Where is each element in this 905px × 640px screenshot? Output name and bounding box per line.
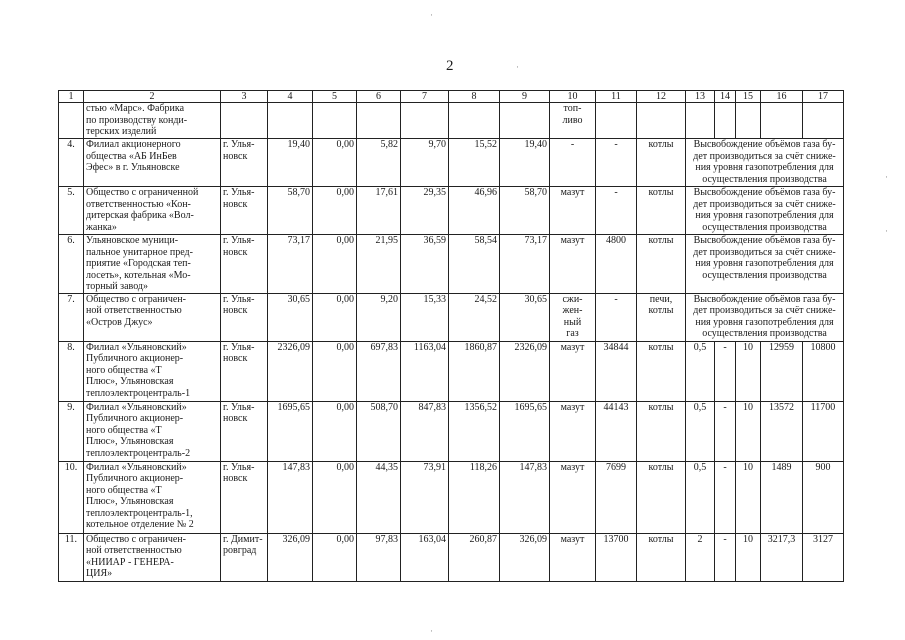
- value-cell-c7: 1163,04: [401, 341, 449, 401]
- header-cell: 8: [449, 91, 500, 103]
- value-cell-c9: 1695,65: [500, 401, 550, 461]
- value-cell-c14: [715, 103, 736, 139]
- reserve-fuel-cell: -: [550, 139, 596, 187]
- release-note-cell: Высвобождение объёмов газа бу- дет производиться за счёт сниже- ния уровня газопотребления для осуществления производства: [686, 187, 844, 235]
- value-cell-c7: [401, 103, 449, 139]
- city-cell: [221, 103, 268, 139]
- value-cell-c7: 9,70: [401, 139, 449, 187]
- value-cell-c6: 508,70: [357, 401, 401, 461]
- city-cell: г. Димит- ровград: [221, 533, 268, 581]
- equipment-cell: котлы: [637, 401, 686, 461]
- value-cell-c17: 10800: [803, 341, 844, 401]
- value-cell-c8: 46,96: [449, 187, 500, 235]
- header-cell: 5: [313, 91, 357, 103]
- value-cell-c8: 24,52: [449, 293, 500, 341]
- table-row: [59, 293, 844, 341]
- equipment-cell: печи, котлы: [637, 293, 686, 341]
- reserve-fuel-cell: сжи- жен- ный газ: [550, 293, 596, 341]
- value-cell-c6: 21,95: [357, 235, 401, 294]
- value-cell-c8: 1356,52: [449, 401, 500, 461]
- row-number-cell: [59, 103, 84, 139]
- scan-speck: ·: [885, 172, 888, 182]
- table-row: [59, 187, 844, 235]
- organization-name-cell: Филиал «Ульяновский» Публичного акционер- ного общества «Т Плюс», Ульяновская теплоэлектроцентраль-1, котельное отделение № 2: [84, 461, 221, 533]
- page-number: 2: [446, 58, 454, 74]
- organization-name-cell: Общество с ограничен- ной ответственностью «НИИАР - ГЕНЕРА- ЦИЯ»: [84, 533, 221, 581]
- value-cell-c9: [500, 103, 550, 139]
- value-cell-c6: [357, 103, 401, 139]
- value-cell-c13: [686, 103, 715, 139]
- value-cell-c6: 44,35: [357, 461, 401, 533]
- reserve-fuel-cell: мазут: [550, 533, 596, 581]
- value-cell-c7: 847,83: [401, 401, 449, 461]
- row-number-cell: 5.: [59, 187, 84, 235]
- header-cell: 11: [596, 91, 637, 103]
- value-cell-c6: 97,83: [357, 533, 401, 581]
- reserve-volume-cell: 44143: [596, 401, 637, 461]
- value-cell-c4: 147,83: [268, 461, 313, 533]
- table-row: [59, 461, 844, 533]
- value-cell-c14: -: [715, 533, 736, 581]
- organization-name-cell: Общество с ограниченной ответственностью «Кон- дитерская фабрика «Вол- жанка»: [84, 187, 221, 235]
- header-cell: 10: [550, 91, 596, 103]
- header-cell: 9: [500, 91, 550, 103]
- value-cell-c14: -: [715, 461, 736, 533]
- value-cell-c6: 17,61: [357, 187, 401, 235]
- value-cell-c8: 118,26: [449, 461, 500, 533]
- value-cell-c17: 900: [803, 461, 844, 533]
- value-cell-c15: 10: [736, 533, 761, 581]
- value-cell-c6: 9,20: [357, 293, 401, 341]
- value-cell-c4: 58,70: [268, 187, 313, 235]
- header-cell: 6: [357, 91, 401, 103]
- equipment-cell: котлы: [637, 341, 686, 401]
- value-cell-c9: 58,70: [500, 187, 550, 235]
- value-cell-c7: 15,33: [401, 293, 449, 341]
- table-row: [59, 139, 844, 187]
- value-cell-c9: 2326,09: [500, 341, 550, 401]
- equipment-cell: [637, 103, 686, 139]
- scan-speck: ·: [516, 62, 519, 72]
- value-cell-c5: 0,00: [313, 341, 357, 401]
- value-cell-c4: 30,65: [268, 293, 313, 341]
- city-cell: г. Улья- новск: [221, 293, 268, 341]
- city-cell: г. Улья- новск: [221, 341, 268, 401]
- row-number-cell: 7.: [59, 293, 84, 341]
- value-cell-c4: 73,17: [268, 235, 313, 294]
- equipment-cell: котлы: [637, 139, 686, 187]
- header-cell: 7: [401, 91, 449, 103]
- organization-name-cell: Общество с ограничен- ной ответственностью «Остров Джус»: [84, 293, 221, 341]
- value-cell-c4: [268, 103, 313, 139]
- organization-name-cell: стью «Марс». Фабрика по производству конди- терских изделий: [84, 103, 221, 139]
- value-cell-c7: 163,04: [401, 533, 449, 581]
- value-cell-c13: 0,5: [686, 461, 715, 533]
- row-number-cell: 6.: [59, 235, 84, 294]
- value-cell-c17: 3127: [803, 533, 844, 581]
- organization-name-cell: Филиал акционерного общества «АБ ИнБев Эфес» в г. Ульяновске: [84, 139, 221, 187]
- value-cell-c15: 10: [736, 341, 761, 401]
- value-cell-c8: 260,87: [449, 533, 500, 581]
- value-cell-c8: [449, 103, 500, 139]
- value-cell-c5: 0,00: [313, 139, 357, 187]
- value-cell-c8: 58,54: [449, 235, 500, 294]
- header-cell: 4: [268, 91, 313, 103]
- organization-name-cell: Ульяновское муници- пальное унитарное пред- приятие «Городская теп- лосеть», котельная «Мо- торный завод»: [84, 235, 221, 294]
- value-cell-c4: 1695,65: [268, 401, 313, 461]
- table-row: [59, 235, 844, 294]
- header-cell: 17: [803, 91, 844, 103]
- value-cell-c5: 0,00: [313, 235, 357, 294]
- value-cell-c4: 19,40: [268, 139, 313, 187]
- value-cell-c6: 5,82: [357, 139, 401, 187]
- value-cell-c13: 2: [686, 533, 715, 581]
- header-cell: 15: [736, 91, 761, 103]
- value-cell-c9: 326,09: [500, 533, 550, 581]
- value-cell-c14: -: [715, 341, 736, 401]
- reserve-volume-cell: 34844: [596, 341, 637, 401]
- value-cell-c5: 0,00: [313, 187, 357, 235]
- value-cell-c16: 1489: [761, 461, 803, 533]
- value-cell-c5: 0,00: [313, 293, 357, 341]
- reserve-volume-cell: 13700: [596, 533, 637, 581]
- table-row: [59, 341, 844, 401]
- value-cell-c9: 30,65: [500, 293, 550, 341]
- header-cell: 16: [761, 91, 803, 103]
- organization-name-cell: Филиал «Ульяновский» Публичного акционер- ного общества «Т Плюс», Ульяновская теплоэлектроцентраль-1: [84, 341, 221, 401]
- row-number-cell: 10.: [59, 461, 84, 533]
- row-number-cell: 9.: [59, 401, 84, 461]
- value-cell-c4: 326,09: [268, 533, 313, 581]
- city-cell: г. Улья- новск: [221, 401, 268, 461]
- value-cell-c8: 1860,87: [449, 341, 500, 401]
- header-cell: 3: [221, 91, 268, 103]
- row-number-cell: 11.: [59, 533, 84, 581]
- value-cell-c16: 13572: [761, 401, 803, 461]
- equipment-cell: котлы: [637, 461, 686, 533]
- value-cell-c15: [736, 103, 761, 139]
- scan-speck: ·: [885, 226, 888, 236]
- header-row: [59, 91, 844, 103]
- value-cell-c17: 11700: [803, 401, 844, 461]
- value-cell-c16: 12959: [761, 341, 803, 401]
- reserve-fuel-cell: мазут: [550, 187, 596, 235]
- equipment-cell: котлы: [637, 187, 686, 235]
- value-cell-c15: 10: [736, 401, 761, 461]
- value-cell-c14: -: [715, 401, 736, 461]
- value-cell-c9: 73,17: [500, 235, 550, 294]
- reserve-volume-cell: [596, 103, 637, 139]
- header-cell: 2: [84, 91, 221, 103]
- release-note-cell: Высвобождение объёмов газа бу- дет производиться за счёт сниже- ния уровня газопотребления для осуществления производства: [686, 139, 844, 187]
- release-note-cell: Высвобождение объёмов газа бу- дет производиться за счёт сниже- ния уровня газопотребления для осуществления производства: [686, 293, 844, 341]
- city-cell: г. Улья- новск: [221, 139, 268, 187]
- equipment-cell: котлы: [637, 235, 686, 294]
- value-cell-c5: [313, 103, 357, 139]
- value-cell-c9: 147,83: [500, 461, 550, 533]
- value-cell-c7: 29,35: [401, 187, 449, 235]
- value-cell-c4: 2326,09: [268, 341, 313, 401]
- header-cell: 12: [637, 91, 686, 103]
- equipment-cell: котлы: [637, 533, 686, 581]
- city-cell: г. Улья- новск: [221, 461, 268, 533]
- reserve-fuel-cell: топ- ливо: [550, 103, 596, 139]
- row-number-cell: 4.: [59, 139, 84, 187]
- header-cell: 1: [59, 91, 84, 103]
- table-row: [59, 533, 844, 581]
- reserve-fuel-cell: мазут: [550, 461, 596, 533]
- value-cell-c7: 73,91: [401, 461, 449, 533]
- reserve-fuel-cell: мазут: [550, 401, 596, 461]
- table-row: [59, 401, 844, 461]
- table-row: [59, 103, 844, 139]
- value-cell-c5: 0,00: [313, 533, 357, 581]
- value-cell-c15: 10: [736, 461, 761, 533]
- reserve-volume-cell: -: [596, 187, 637, 235]
- reserve-volume-cell: 4800: [596, 235, 637, 294]
- value-cell-c7: 36,59: [401, 235, 449, 294]
- value-cell-c16: [761, 103, 803, 139]
- reserve-fuel-cell: мазут: [550, 341, 596, 401]
- value-cell-c6: 697,83: [357, 341, 401, 401]
- value-cell-c5: 0,00: [313, 401, 357, 461]
- header-cell: 13: [686, 91, 715, 103]
- header-cell: 14: [715, 91, 736, 103]
- release-note-cell: Высвобождение объёмов газа бу- дет производиться за счёт сниже- ния уровня газопотребления для осуществления производства: [686, 235, 844, 294]
- value-cell-c8: 15,52: [449, 139, 500, 187]
- scan-speck: ·: [430, 626, 433, 636]
- reserve-volume-cell: 7699: [596, 461, 637, 533]
- scan-speck: ·: [430, 10, 433, 20]
- row-number-cell: 8.: [59, 341, 84, 401]
- value-cell-c17: [803, 103, 844, 139]
- value-cell-c9: 19,40: [500, 139, 550, 187]
- reserve-fuel-cell: мазут: [550, 235, 596, 294]
- reserve-volume-cell: -: [596, 293, 637, 341]
- value-cell-c13: 0,5: [686, 401, 715, 461]
- gas-consumers-table: [58, 90, 844, 582]
- value-cell-c5: 0,00: [313, 461, 357, 533]
- value-cell-c16: 3217,3: [761, 533, 803, 581]
- organization-name-cell: Филиал «Ульяновский» Публичного акционер- ного общества «Т Плюс», Ульяновская теплоэлектроцентраль-2: [84, 401, 221, 461]
- reserve-volume-cell: -: [596, 139, 637, 187]
- value-cell-c13: 0,5: [686, 341, 715, 401]
- city-cell: г. Улья- новск: [221, 187, 268, 235]
- city-cell: г. Улья- новск: [221, 235, 268, 294]
